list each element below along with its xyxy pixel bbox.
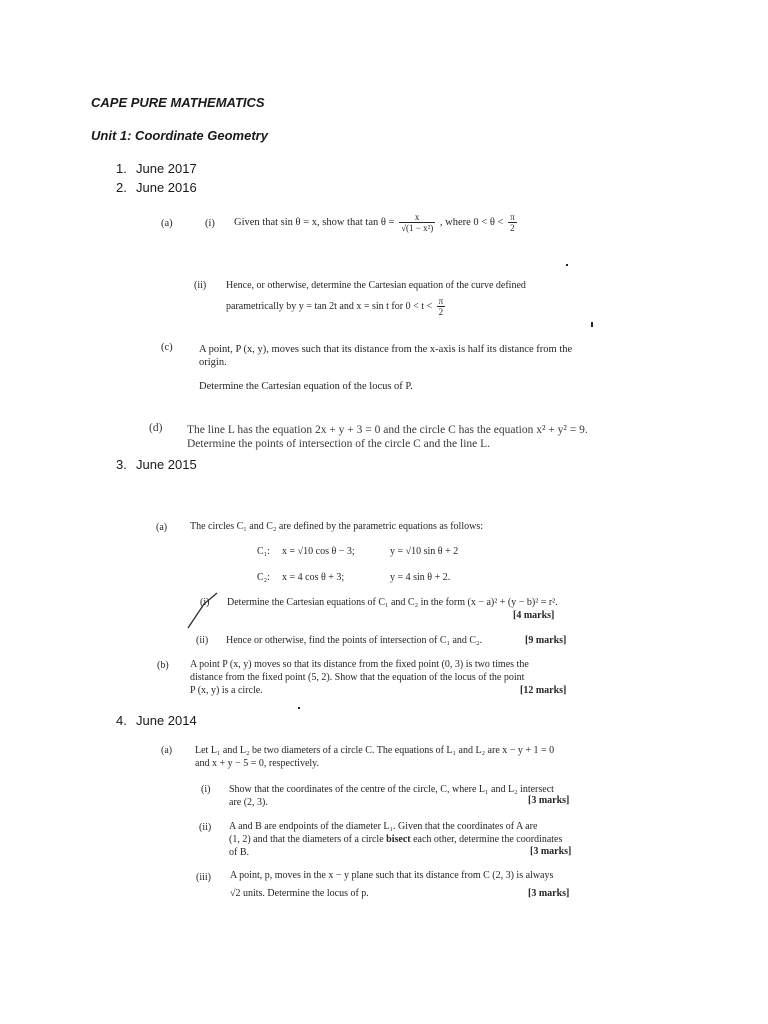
equation-c1-y: y = √10 sin θ + 2 [390, 546, 459, 557]
question-2016-c-line-3: Determine the Cartesian equation of the locus of P. [199, 381, 413, 392]
list-label: June 2017 [136, 161, 197, 176]
list-number: 4. [116, 713, 127, 728]
marks-badge: [9 marks] [525, 635, 567, 646]
question-2014-a-iii-line-2: √2 units. Determine the locus of p. [230, 888, 369, 899]
marks-badge: [3 marks] [528, 795, 570, 806]
equation-c1-x: x = √10 cos θ − 3; [282, 546, 355, 557]
fraction: $\frac{\pi}{2}$ [438, 296, 444, 317]
question-2014-a-ii-line-2: (1, 2) and that the diameters of a circle bisect each other, determine the coordinates [229, 834, 563, 845]
question-2014-a-ii-line-1: A and B are endpoints of the diameter L₁. Given that the coordinates of A are [229, 821, 538, 832]
question-2014-a-i-line-2: are (2, 3). [229, 797, 268, 808]
document-title: CAPE PURE MATHEMATICS [91, 95, 265, 110]
subpart-label: (ii) [196, 635, 209, 646]
marks-badge: [3 marks] [528, 888, 570, 899]
question-2015-b-line-1: A point P (x, y) moves so that its distance from the fixed point (0, 3) is two times the [190, 659, 529, 670]
part-label: (b) [157, 660, 169, 671]
question-2014-a-ii-line-3: of B. [229, 847, 249, 858]
marks-badge: [3 marks] [530, 846, 572, 857]
scan-speck [298, 707, 300, 709]
marks-badge: [12 marks] [520, 685, 567, 696]
marks-badge: [4 marks] [513, 610, 555, 621]
question-2014-a-line-2: and x + y − 5 = 0, respectively. [195, 758, 320, 769]
question-2015-a-intro: The circles C₁ and C₂ are defined by the parametric equations as follows: [190, 521, 483, 532]
fraction: $\frac{x}{\text{√(1 − x²)}}$ [401, 212, 434, 233]
part-label: (a) [156, 522, 168, 533]
subpart-label: (iii) [196, 872, 211, 883]
list-item-4 [116, 713, 197, 728]
question-2014-a-i-line-1: Show that the coordinates of the centre of the circle, C, where L₁ and L₂ intersect [229, 784, 554, 795]
list-item-2 [116, 180, 197, 195]
equation-label: C₁: [257, 546, 270, 557]
unit-title: Unit 1: Coordinate Geometry [91, 128, 268, 143]
subpart-label: (i) [201, 784, 211, 795]
subpart-label: (ii) [194, 280, 207, 291]
part-label: (a) [161, 218, 173, 229]
list-label: June 2015 [136, 457, 197, 472]
question-2014-a-line-1: Let L₁ and L₂ be two diameters of a circle C. The equations of L₁ and L₂ are x − y + 1 = 0 [195, 745, 555, 756]
list-number: 3. [116, 457, 127, 472]
scan-speck [566, 264, 568, 266]
question-2015-a-ii: Hence or otherwise, find the points of intersection of C₁ and C₂. [226, 635, 483, 646]
question-2014-a-iii-line-1: A point, p, moves in the x − y plane such that its distance from C (2, 3) is always [230, 870, 554, 881]
question-2015-a-i: Determine the Cartesian equations of C₁ and C₂ in the form (x − a)² + (y − b)² = r². [227, 597, 558, 608]
equation-c2-x: x = 4 cos θ + 3; [282, 572, 345, 583]
question-2016-d-line-1: The line L has the equation 2x + y + 3 = 0 and the circle C has the equation x² + y² = 9. [187, 424, 588, 436]
list-label: June 2014 [136, 713, 197, 728]
question-2016-a-ii-line-1: Hence, or otherwise, determine the Cartesian equation of the curve defined [226, 280, 526, 291]
question-2016-a-ii-line-2: parametrically by y = tan 2t and x = sin t for 0 < t < $\frac{\pi}{2}$ [226, 296, 444, 317]
question-2016-a-i: Given that sin θ = x, show that tan θ = $\frac{x}{\text{√(1 − x²)}}$ , where 0 < θ < $\frac{\pi}{2}$ [234, 212, 515, 233]
list-label: June 2016 [136, 180, 197, 195]
question-2016-c-line-2: origin. [199, 357, 227, 368]
question-2016-d-line-2: Determine the points of intersection of the circle C and the line L. [187, 438, 491, 450]
equation-label: C₂: [257, 572, 270, 583]
subpart-label: (ii) [199, 822, 212, 833]
part-label: (d) [149, 422, 163, 434]
list-item-1 [116, 161, 197, 176]
subpart-label: (i) [205, 218, 215, 229]
part-label: (a) [161, 745, 173, 756]
list-number: 1. [116, 161, 127, 176]
question-2015-b-line-2: distance from the fixed point (5, 2). Show that the equation of the locus of the point [190, 672, 525, 683]
list-number: 2. [116, 180, 127, 195]
question-2016-c-line-1: A point, P (x, y), moves such that its distance from the x-axis is half its distance from the [199, 344, 573, 355]
pen-tick-mark [186, 590, 220, 630]
fraction: $\frac{\pi}{2}$ [510, 212, 515, 233]
subpart-label: (i) [200, 597, 210, 608]
equation-c2-y: y = 4 sin θ + 2. [390, 572, 451, 583]
list-item-3 [116, 457, 197, 472]
scan-speck [591, 322, 593, 327]
question-2015-b-line-3: P (x, y) is a circle. [190, 685, 263, 696]
part-label: (c) [161, 342, 173, 353]
